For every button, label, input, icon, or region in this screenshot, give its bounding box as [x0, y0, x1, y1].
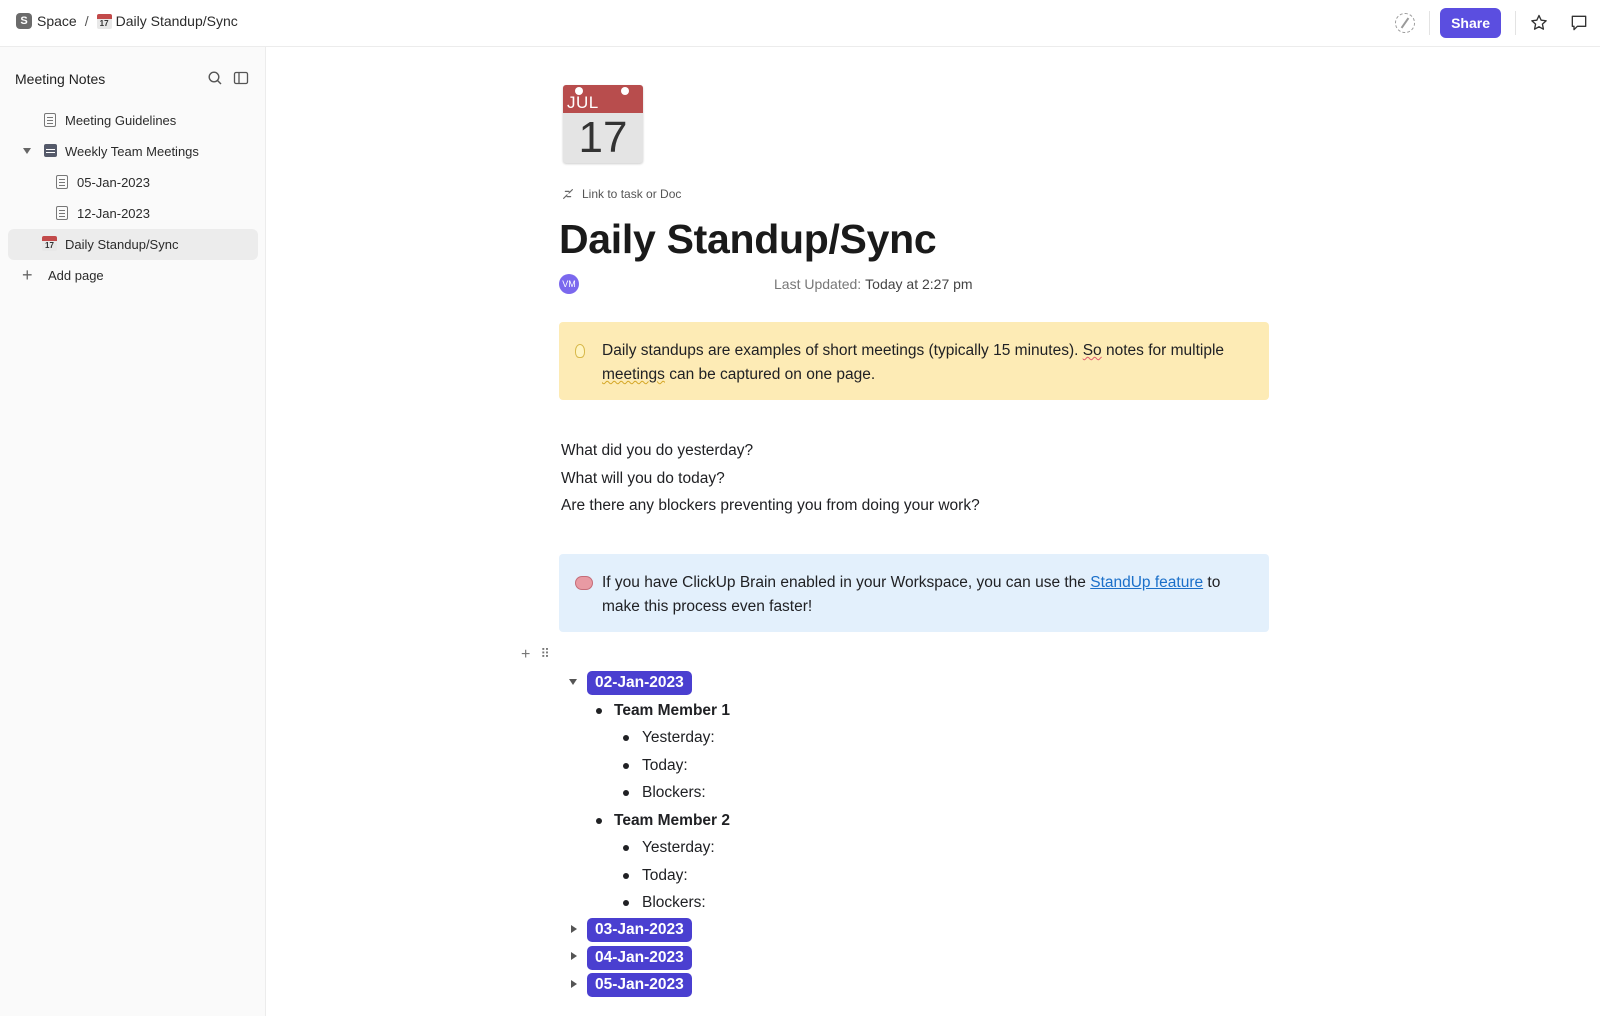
link-icon	[561, 187, 575, 201]
link-to-task-label: Link to task or Doc	[582, 187, 682, 201]
add-block-icon[interactable]: +	[521, 646, 531, 663]
list-item-member[interactable]: Team Member 1	[559, 697, 730, 725]
question-list[interactable]	[561, 437, 980, 520]
question: Are there any blockers preventing you from doing your work?	[561, 497, 980, 514]
question: What did you do yesterday?	[561, 442, 754, 459]
list-item[interactable]: Today:	[559, 752, 730, 780]
comment-icon[interactable]	[1562, 6, 1596, 40]
avatar[interactable]: VM	[559, 274, 579, 294]
toggle-row-04-jan[interactable]	[559, 944, 730, 972]
chevron-down-icon[interactable]	[23, 148, 31, 154]
sidebar-item-label: 05-Jan-2023	[77, 175, 150, 190]
sidebar-item-label: Daily Standup/Sync	[65, 237, 179, 252]
sidebar-item-meeting-guidelines[interactable]	[8, 105, 258, 136]
sidebar-item-label: Meeting Guidelines	[65, 113, 177, 128]
date-badge: 04-Jan-2023	[587, 946, 692, 970]
sidebar-item-label: Weekly Team Meetings	[65, 144, 199, 159]
sidebar-item-05-jan-2023[interactable]	[8, 167, 258, 198]
cover-day: 17	[578, 113, 628, 162]
cover-month: JUL	[567, 93, 599, 112]
toggle-row-02-jan[interactable]	[559, 669, 730, 697]
chevron-right-icon[interactable]	[571, 980, 577, 988]
last-updated-label: Last Updated:	[774, 276, 862, 292]
standup-toggle-list	[559, 669, 730, 999]
list-item[interactable]: Yesterday:	[559, 834, 730, 862]
chevron-down-icon[interactable]	[569, 679, 577, 685]
divider	[1515, 11, 1516, 35]
breadcrumb-space[interactable]: Space	[37, 13, 77, 29]
no-status-icon[interactable]	[1395, 13, 1415, 33]
sidebar-item-weekly-team-meetings[interactable]	[8, 136, 258, 167]
list-item-member[interactable]: Team Member 2	[559, 807, 730, 835]
link-to-task-button[interactable]	[561, 187, 681, 201]
page-icon-calendar[interactable]	[563, 85, 643, 163]
star-icon[interactable]	[1522, 6, 1556, 40]
toggle-row-05-jan[interactable]	[559, 972, 730, 1000]
add-page-button[interactable]	[8, 260, 258, 291]
date-badge: 02-Jan-2023	[587, 671, 692, 695]
list-item[interactable]: Yesterday:	[559, 724, 730, 752]
document-area	[266, 47, 1600, 1016]
breadcrumb-separator: /	[84, 13, 89, 29]
breadcrumb	[16, 13, 238, 29]
add-page-label: Add page	[48, 268, 104, 283]
brain-icon	[575, 576, 593, 590]
list-item[interactable]: Blockers:	[559, 779, 730, 807]
last-updated	[774, 276, 973, 292]
calendar-emoji-icon: 17	[97, 14, 112, 29]
drag-handle-icon[interactable]: ⠿	[540, 646, 549, 661]
list-item[interactable]: Blockers:	[559, 889, 730, 917]
breadcrumb-doc[interactable]: Daily Standup/Sync	[115, 13, 238, 29]
doc-icon	[56, 175, 68, 189]
date-badge: 05-Jan-2023	[587, 973, 692, 997]
toggle-row-03-jan[interactable]	[559, 917, 730, 945]
sidebar	[0, 47, 266, 1016]
standup-feature-link[interactable]: StandUp feature	[1090, 574, 1204, 591]
question: What will you do today?	[561, 469, 725, 487]
divider	[1429, 11, 1430, 35]
sidebar-title: Meeting Notes	[15, 71, 106, 87]
callout-info[interactable]: Daily standups are examples of short meetings (typically 15 minutes). So notes for multiple meetings can be captured on one page.	[559, 322, 1269, 400]
calendar-emoji-icon: 17	[42, 236, 57, 251]
callout-tip[interactable]: If you have ClickUp Brain enabled in your Workspace, you can use the StandUp feature to make this process even faster!	[559, 554, 1269, 632]
calendar-icon	[44, 144, 57, 157]
lightbulb-icon	[575, 344, 585, 358]
last-updated-value: Today at 2:27 pm	[865, 276, 973, 292]
share-button[interactable]: Share	[1440, 8, 1501, 38]
sidebar-item-daily-standup[interactable]	[8, 229, 258, 260]
sidebar-toggle-icon[interactable]	[233, 70, 249, 91]
list-item[interactable]: Today:	[559, 862, 730, 890]
page-title[interactable]: Daily Standup/Sync	[559, 216, 937, 262]
doc-icon	[56, 206, 68, 220]
plus-icon: +	[22, 265, 33, 285]
sidebar-item-label: 12-Jan-2023	[77, 206, 150, 221]
search-icon[interactable]	[207, 70, 223, 91]
top-bar	[0, 0, 1600, 47]
chevron-right-icon[interactable]	[571, 952, 577, 960]
sidebar-item-12-jan-2023[interactable]	[8, 198, 258, 229]
chevron-right-icon[interactable]	[571, 925, 577, 933]
date-badge: 03-Jan-2023	[587, 918, 692, 942]
doc-icon	[44, 113, 56, 127]
space-icon[interactable]: S	[16, 13, 32, 29]
